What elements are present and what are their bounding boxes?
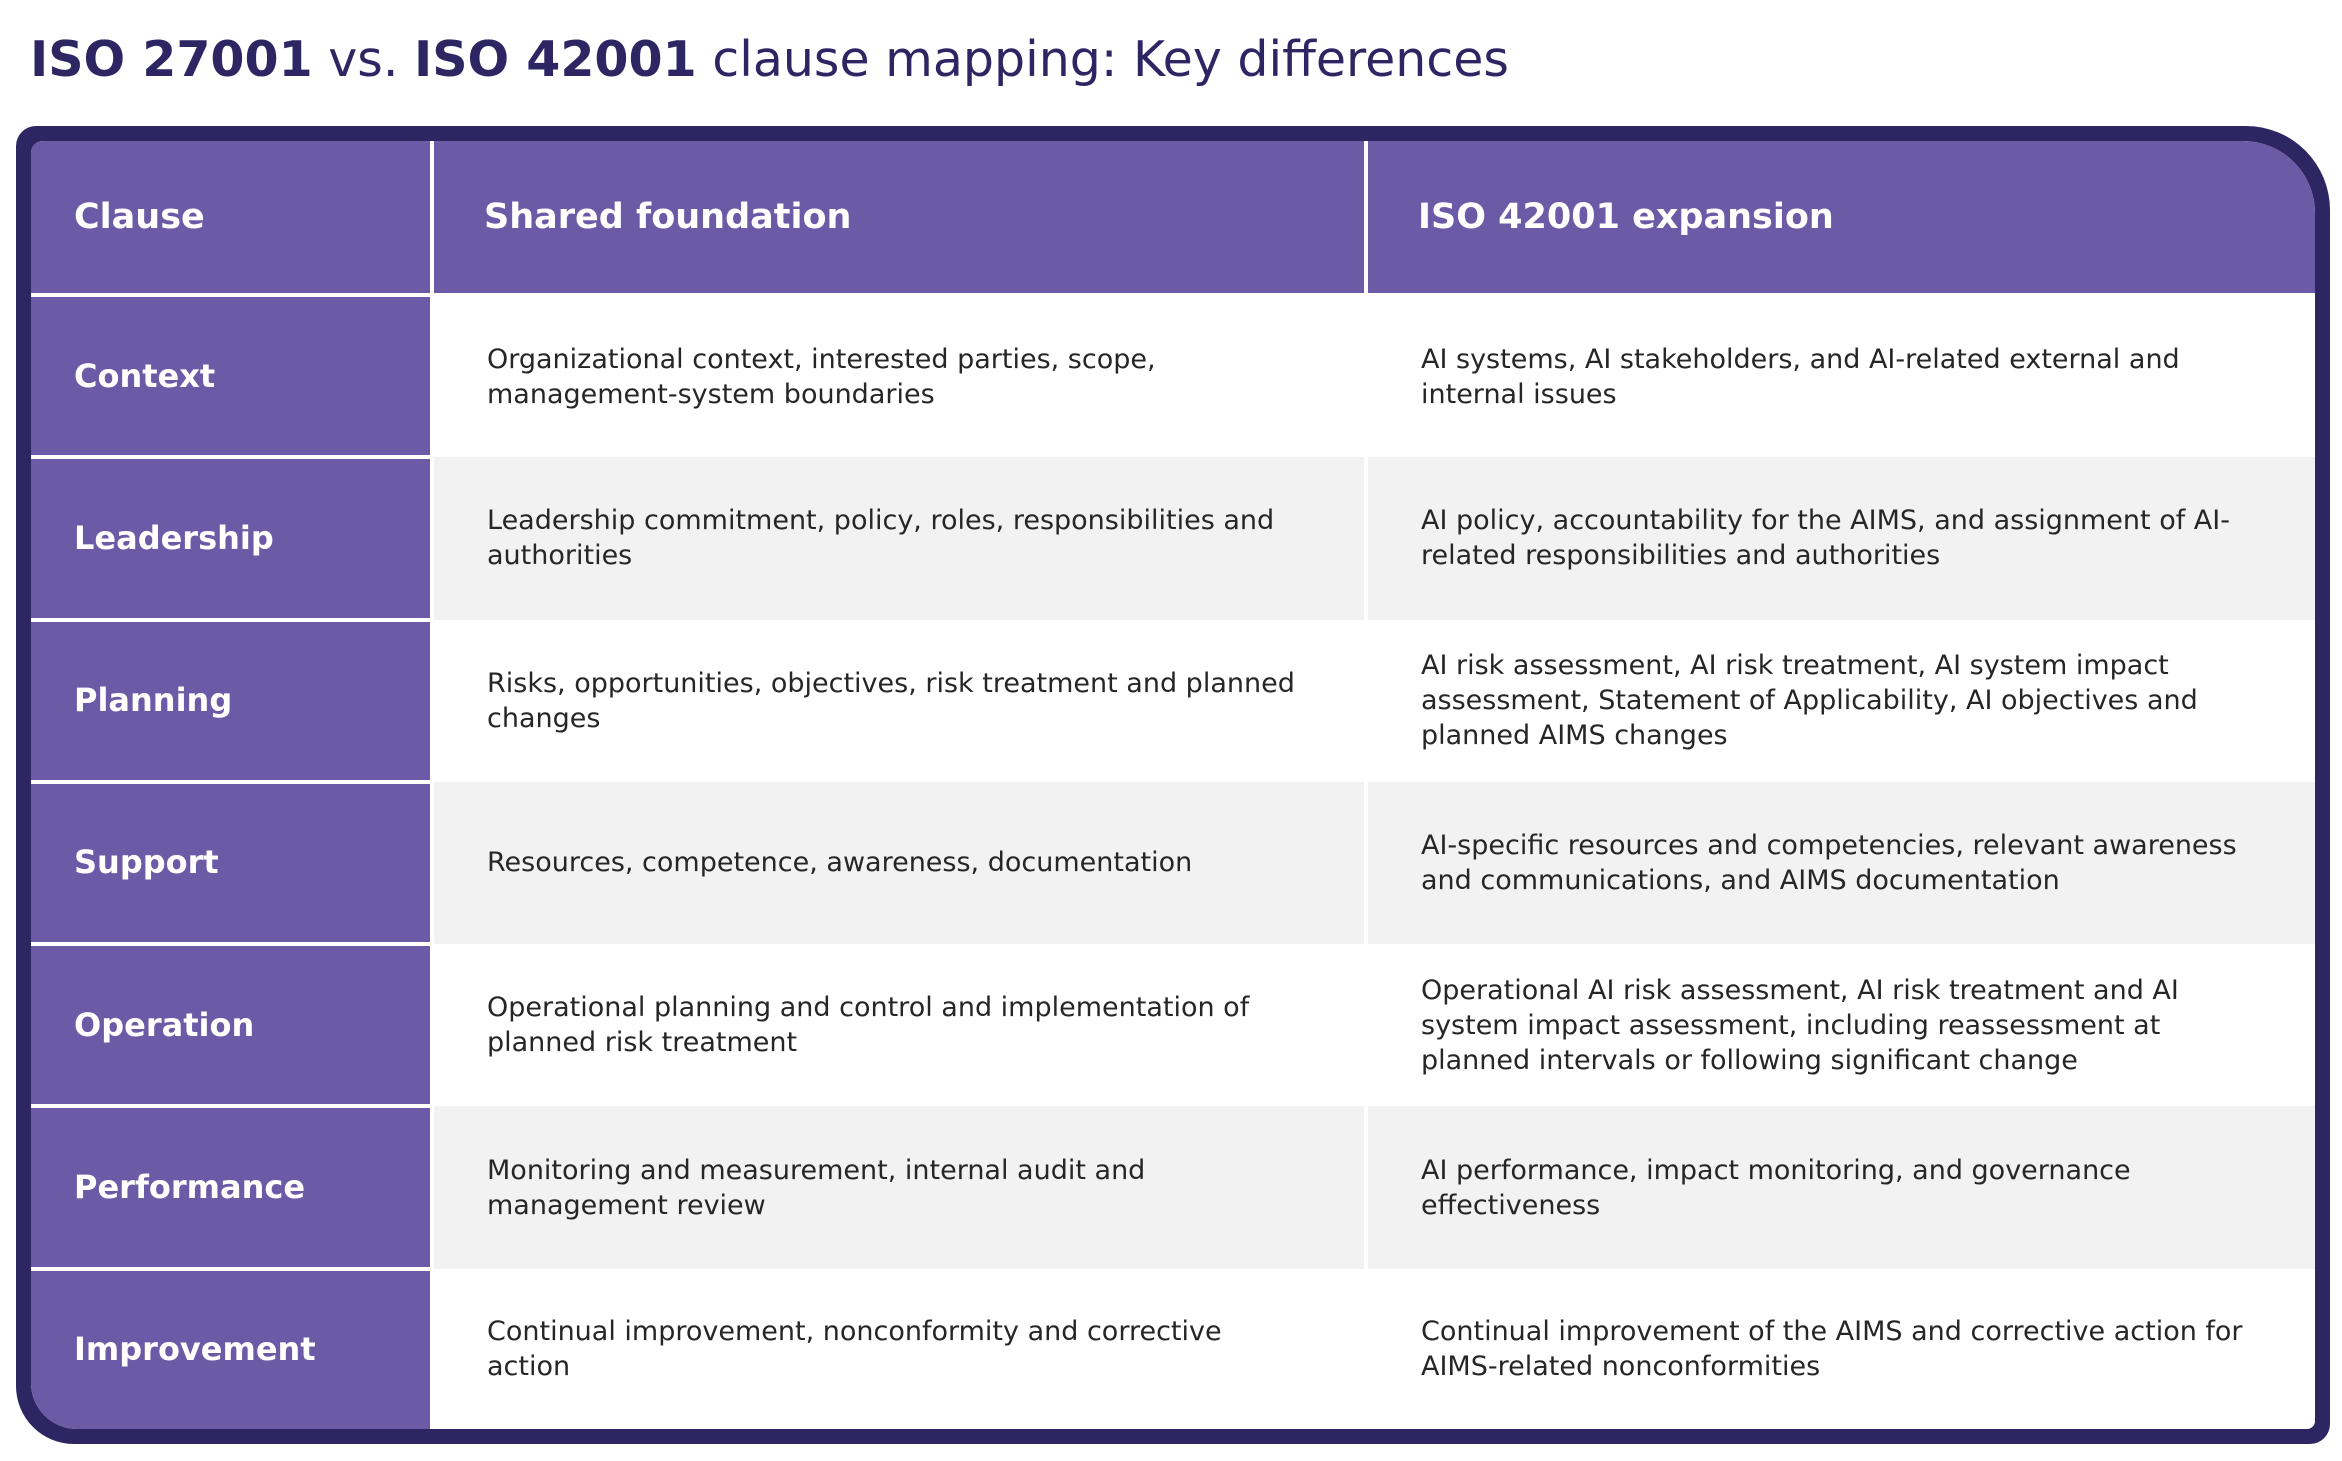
clause-cell: Operation — [31, 944, 432, 1106]
title-rest: clause mapping: Key differences — [696, 31, 1509, 88]
title-vs: vs. — [312, 31, 414, 88]
expansion-cell: AI systems, AI stakeholders, and AI-related external and internal issues — [1421, 344, 2180, 411]
table-row — [31, 457, 2315, 619]
clause-cell: Planning — [31, 620, 432, 782]
shared-foundation-cell: Resources, competence, awareness, documentation — [432, 782, 1366, 944]
table-container — [31, 141, 2315, 1429]
table-row — [31, 782, 2315, 944]
clause-cell: Improvement — [31, 1269, 432, 1429]
expansion-cell: Operational AI risk assessment, AI risk treatment and AI system impact assessment, including reassessment at planned intervals or following significant change — [1421, 974, 2179, 1076]
header-clause: Clause — [31, 141, 432, 295]
title-standard-b: ISO 42001 — [413, 31, 697, 88]
clause-cell: Performance — [31, 1106, 432, 1268]
clause-cell: Leadership — [31, 457, 432, 619]
clause-cell: Context — [31, 295, 432, 457]
expansion-cell: AI-specific resources and competencies, relevant awareness and communications, and AIMS documentation — [1366, 782, 2315, 944]
table-row — [31, 295, 2315, 457]
table-row — [31, 1106, 2315, 1268]
expansion-cell: Continual improvement of the AIMS and corrective action for AIMS-related nonconformities — [1421, 1315, 2243, 1382]
header-iso-42001-expansion: ISO 42001 expansion — [1366, 141, 2315, 295]
title-standard-a: ISO 27001 — [30, 31, 313, 88]
table-row — [31, 944, 2315, 1106]
page-title — [30, 24, 1509, 96]
shared-foundation-cell: Risks, opportunities, objectives, risk treatment and planned changes — [432, 620, 1366, 782]
shared-foundation-cell: Monitoring and measurement, internal audit and management review — [432, 1106, 1366, 1268]
expansion-cell: AI performance, impact monitoring, and governance effectiveness — [1366, 1106, 2315, 1268]
shared-foundation-cell: Leadership commitment, policy, roles, responsibilities and authorities — [432, 457, 1366, 619]
table-header-row — [31, 141, 2315, 295]
shared-foundation-cell: Organizational context, interested parties, scope, management-system boundaries — [432, 295, 1366, 457]
clause-mapping-table — [31, 141, 2315, 1429]
shared-foundation-cell: Continual improvement, nonconformity and corrective action — [432, 1269, 1366, 1429]
table-row — [31, 620, 2315, 782]
table-row — [31, 1269, 2315, 1429]
expansion-cell: AI risk assessment, AI risk treatment, AI system impact assessment, Statement of Applicability, AI objectives and planned AIMS changes — [1421, 650, 2198, 752]
header-shared-foundation: Shared foundation — [432, 141, 1366, 295]
clause-cell: Support — [31, 782, 432, 944]
shared-foundation-cell: Operational planning and control and implementation of planned risk treatment — [432, 944, 1366, 1106]
expansion-cell: AI policy, accountability for the AIMS, and assignment of AI-related responsibilities and authorities — [1366, 457, 2315, 619]
